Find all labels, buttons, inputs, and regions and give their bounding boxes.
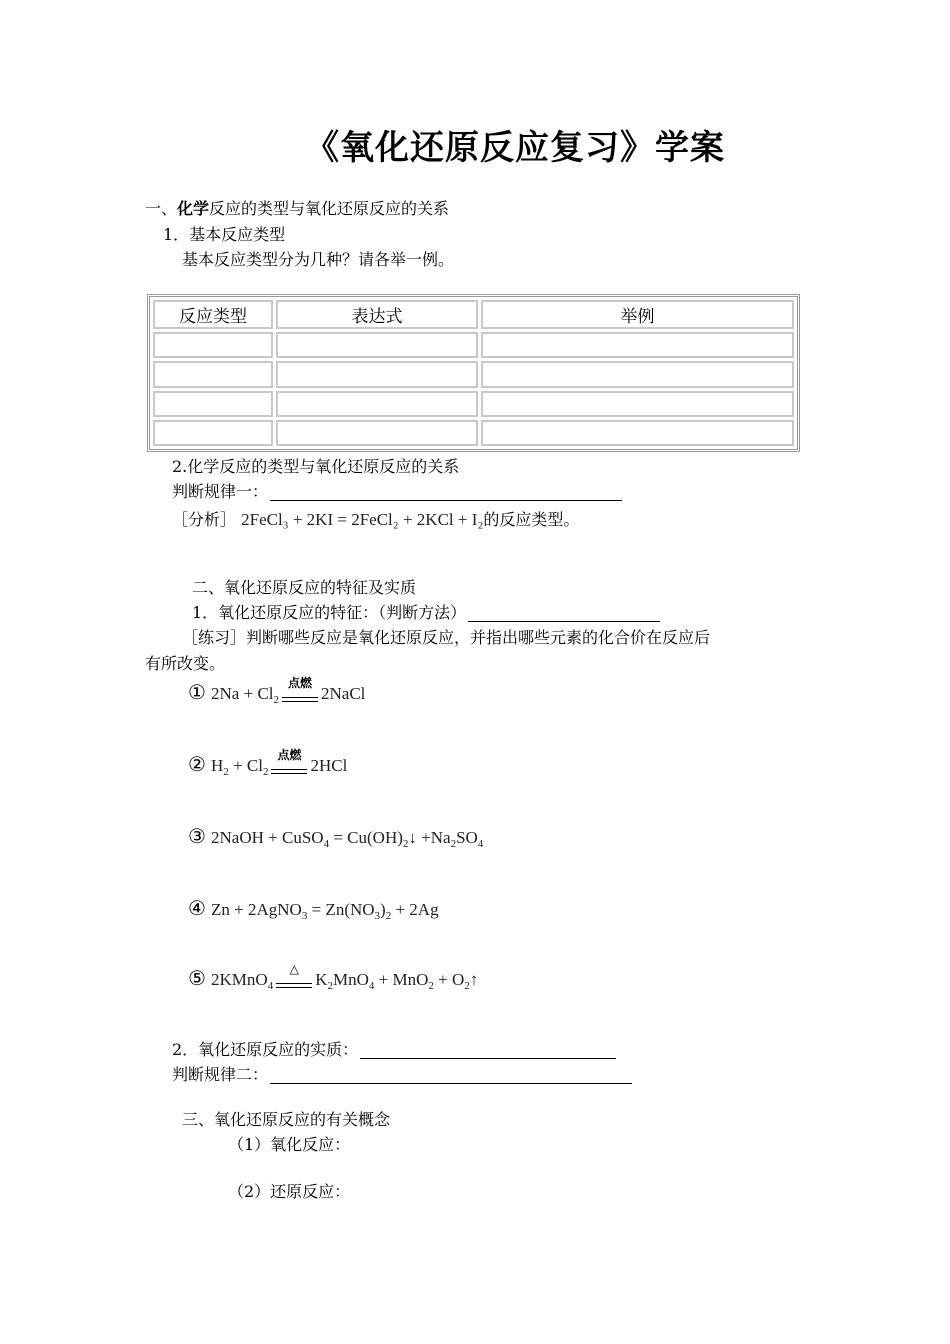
rule1-blank[interactable] — [270, 482, 622, 501]
section1-sub1: 1．基本反应类型 — [163, 225, 286, 244]
page-title: 《氧化还原反应复习》学案 — [305, 128, 725, 168]
reaction-1: ① $2Na + Cl_2$ 点燃 2NaCl — [188, 676, 366, 706]
table-header-cell: 举例 — [481, 300, 794, 329]
reaction-type-table — [147, 294, 800, 452]
section3-item1: （1）氧化反应： — [228, 1135, 351, 1154]
section1-sub2: 2.化学反应的类型与氧化还原反应的关系 — [172, 457, 460, 476]
section3-item2: （2）还原反应： — [228, 1182, 351, 1201]
table-cell[interactable] — [153, 361, 273, 387]
analysis-label: ［分析］ — [172, 510, 237, 529]
essence-blank[interactable] — [360, 1040, 616, 1059]
rule2-label: 判断规律二： — [172, 1065, 269, 1084]
table-header-cell: 反应类型 — [153, 300, 273, 329]
analysis-line — [172, 510, 579, 530]
reaction-5: ⑤ 2KMnO$_4$ △ $K_2MnO_4 + MnO_2$ + $O_2↑$ — [188, 962, 479, 992]
essence-line — [172, 1040, 616, 1059]
rule1-line — [172, 482, 622, 501]
section3-heading: 三、氧化还原反应的有关概念 — [182, 1110, 391, 1129]
reaction-number: ④ — [188, 896, 206, 920]
feature-line — [192, 603, 660, 622]
rule1-label: 判断规律一： — [172, 482, 269, 501]
section1-question: 基本反应类型分为几种？请各举一例。 — [182, 250, 455, 269]
table-cell[interactable] — [481, 420, 794, 446]
section2-heading: 二、氧化还原反应的特征及实质 — [192, 578, 417, 597]
practice-line2: 有所改变。 — [145, 654, 226, 673]
table-cell[interactable] — [481, 391, 794, 417]
feature-blank[interactable] — [468, 603, 660, 622]
reaction-number: ⑤ — [188, 966, 206, 990]
reaction-4: ④ Zn + 2AgNO$_3$ = $Zn(NO_3)_2 + 2Ag$ — [188, 896, 439, 922]
table-cell[interactable] — [276, 361, 478, 387]
section1-heading: 一、化学反应的类型与氧化还原反应的关系 — [145, 199, 450, 218]
analysis-suffix: 的反应类型。 — [483, 510, 580, 529]
rule2-line — [172, 1065, 632, 1084]
table-header-row — [153, 300, 794, 329]
reaction-condition: 点燃 — [269, 754, 309, 776]
table-cell[interactable] — [481, 361, 794, 387]
table-cell[interactable] — [153, 332, 273, 358]
table-cell[interactable] — [153, 391, 273, 417]
table-cell[interactable] — [153, 420, 273, 446]
table-row — [153, 332, 794, 358]
rule2-blank[interactable] — [270, 1065, 632, 1084]
section2-sub1: 1．氧化还原反应的特征：（判断方法） — [192, 603, 467, 622]
reaction-condition: 点燃 — [280, 682, 320, 704]
table-cell[interactable] — [276, 332, 478, 358]
table-cell[interactable] — [481, 332, 794, 358]
reaction-number: ③ — [188, 824, 206, 848]
analysis-equation: 2FeCl₃ + 2KI = 2FeCl₂ + 2KCl + I₂ — [241, 510, 484, 529]
section2-sub2: 2．氧化还原反应的实质： — [172, 1040, 359, 1059]
table-cell[interactable] — [276, 391, 478, 417]
table-cell[interactable] — [276, 420, 478, 446]
reaction-2: ② $H_2 + Cl_2$ 点燃 2HCl — [188, 748, 348, 778]
reaction-number: ① — [188, 680, 206, 704]
practice-line1: ［练习］判断哪些反应是氧化还原反应，并指出哪些元素的化合价在反应后 — [182, 628, 711, 647]
table-row — [153, 391, 794, 417]
table-header-cell: 表达式 — [276, 300, 478, 329]
reaction-number: ② — [188, 752, 206, 776]
table-row — [153, 361, 794, 387]
reaction-condition: △ — [274, 968, 314, 990]
table-row — [153, 420, 794, 446]
reaction-3: ③ 2NaOH + CuSO$_4$ = $Cu(OH)_2↓ +Na_2SO_4$ — [188, 824, 484, 850]
